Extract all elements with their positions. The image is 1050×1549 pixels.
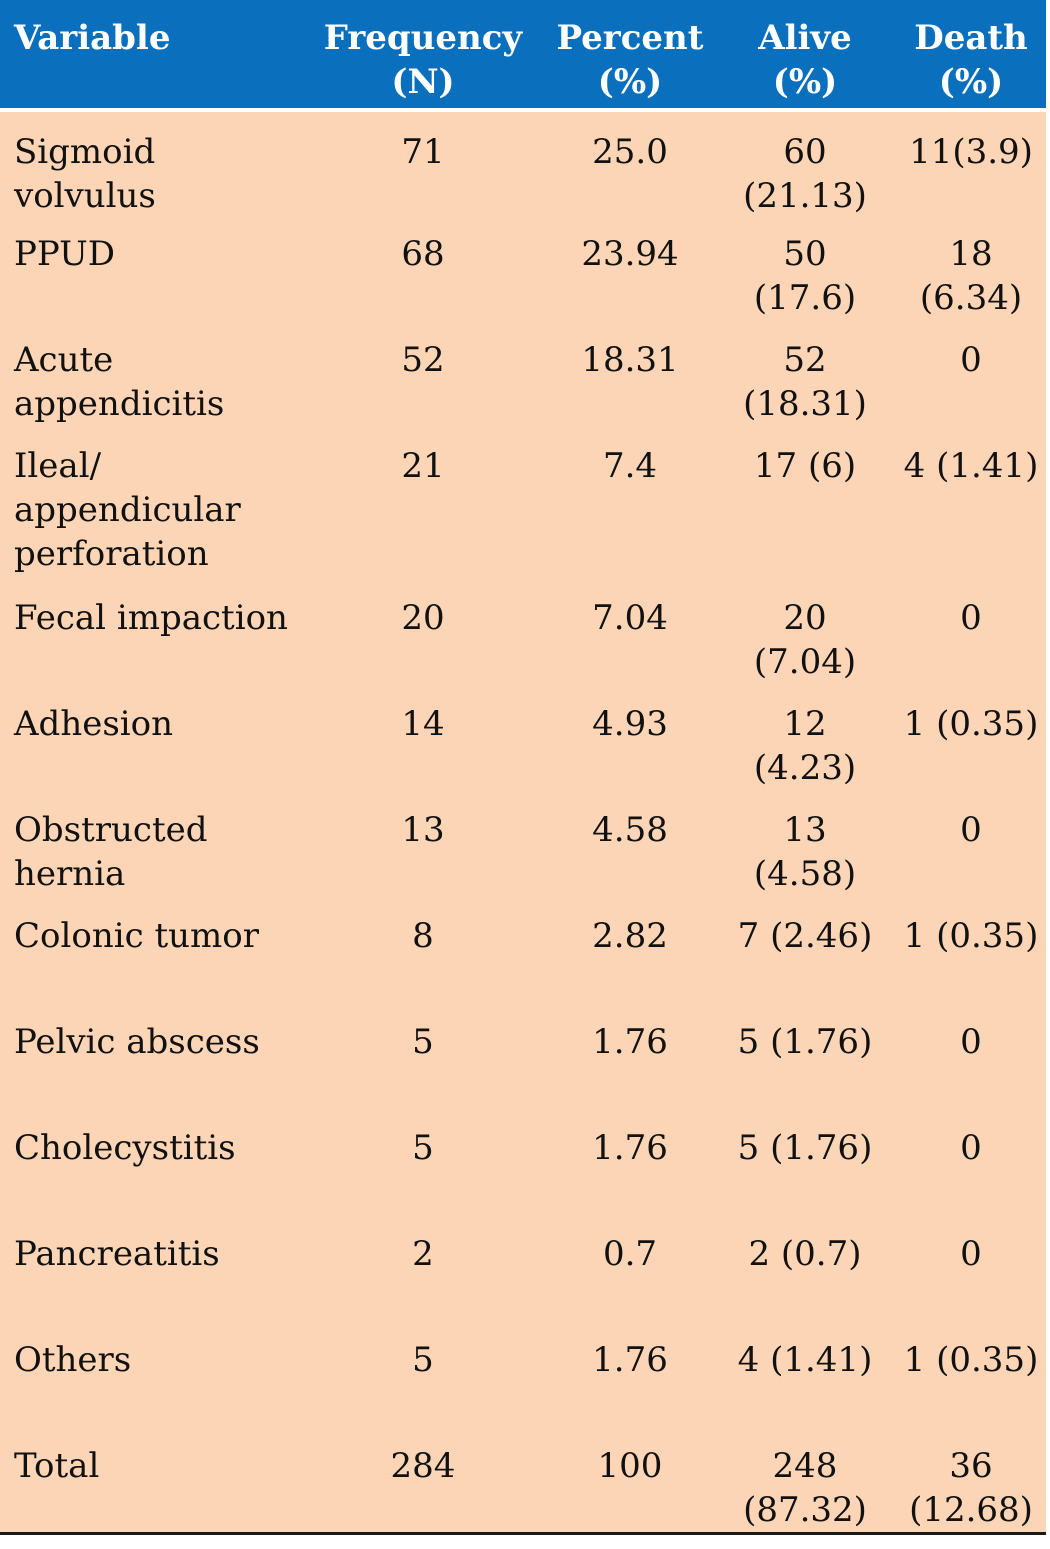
cell-variable	[0, 900, 300, 1006]
cell-alive	[714, 1112, 896, 1218]
cell-frequency-text: 284	[390, 1446, 456, 1486]
cell-variable	[0, 1112, 300, 1218]
cell-variable	[0, 110, 300, 218]
cell-frequency-text: 5	[412, 1340, 434, 1380]
cell-percent	[546, 1006, 714, 1112]
table-row	[0, 1218, 1046, 1324]
cell-percent-text: 18.31	[581, 340, 679, 380]
cell-alive	[714, 430, 896, 582]
cell-percent	[546, 1430, 714, 1536]
cell-frequency	[300, 1430, 546, 1536]
cell-alive-line: 50	[783, 234, 827, 274]
cell-alive-line: (21.13)	[743, 176, 867, 216]
cell-percent	[546, 1218, 714, 1324]
cell-variable	[0, 1324, 300, 1430]
cell-alive	[714, 110, 896, 218]
cell-frequency-text: 13	[401, 810, 445, 850]
cell-death-line: 0	[960, 340, 982, 380]
cell-frequency	[300, 688, 546, 794]
cell-death-line: 18	[949, 234, 993, 274]
cell-alive-line: (18.31)	[743, 384, 867, 424]
cell-alive-line: (4.58)	[753, 854, 857, 894]
cell-death	[896, 324, 1046, 430]
cell-variable-line: Pancreatitis	[14, 1234, 220, 1274]
table-row	[0, 430, 1046, 582]
cell-variable-line: Pelvic abscess	[14, 1022, 260, 1062]
cell-alive	[714, 324, 896, 430]
header-death: Death (%)	[896, 0, 1046, 110]
cell-death	[896, 1112, 1046, 1218]
cell-alive-line: (17.6)	[753, 278, 857, 318]
cell-death-line: 36	[949, 1446, 993, 1486]
cell-percent	[546, 430, 714, 582]
table-row	[0, 794, 1046, 900]
cell-frequency	[300, 900, 546, 1006]
cell-variable-line: perforation	[14, 534, 209, 574]
table-row	[0, 1430, 1046, 1536]
cell-alive-line: 248	[772, 1446, 838, 1486]
cell-alive-line: 20	[783, 598, 827, 638]
cell-percent-text: 23.94	[581, 234, 679, 274]
cell-percent	[546, 1324, 714, 1430]
header-alive: Alive (%)	[714, 0, 896, 110]
cell-alive-line: 4 (1.41)	[737, 1340, 873, 1380]
table-row	[0, 1112, 1046, 1218]
cell-alive	[714, 688, 896, 794]
cell-alive-line: 52	[783, 340, 827, 380]
cell-frequency-text: 5	[412, 1022, 434, 1062]
cell-variable-line: Ileal/	[14, 446, 102, 486]
cell-variable-line: volvulus	[14, 176, 156, 216]
cell-frequency	[300, 218, 546, 324]
cell-percent-text: 2.82	[592, 916, 668, 956]
cell-percent	[546, 218, 714, 324]
cell-death-line: 4 (1.41)	[903, 446, 1039, 486]
cell-frequency-text: 14	[401, 704, 445, 744]
cell-frequency-text: 52	[401, 340, 445, 380]
cell-death-line: 1 (0.35)	[903, 704, 1039, 744]
cell-death-line: 1 (0.35)	[903, 916, 1039, 956]
cell-percent	[546, 794, 714, 900]
cell-frequency-text: 71	[401, 132, 445, 172]
table-header-row	[0, 0, 1046, 110]
table-row	[0, 1006, 1046, 1112]
cell-alive	[714, 1006, 896, 1112]
table-row	[0, 218, 1046, 324]
cell-variable-line: Obstructed	[14, 810, 208, 850]
cell-frequency-text: 21	[401, 446, 445, 486]
cell-frequency-text: 2	[412, 1234, 434, 1274]
cell-percent-text: 0.7	[602, 1234, 658, 1274]
cell-variable	[0, 582, 300, 688]
cell-frequency	[300, 794, 546, 900]
table-body	[0, 110, 1046, 1536]
cell-percent	[546, 1112, 714, 1218]
cell-alive	[714, 900, 896, 1006]
cell-variable	[0, 1430, 300, 1536]
cell-alive	[714, 1430, 896, 1536]
cell-death-line: 0	[960, 1128, 982, 1168]
cell-alive-line: (7.04)	[753, 642, 857, 682]
cell-variable-line: Fecal impaction	[14, 598, 288, 638]
cell-variable	[0, 218, 300, 324]
cell-percent-text: 7.04	[592, 598, 668, 638]
cell-variable	[0, 324, 300, 430]
cell-frequency	[300, 430, 546, 582]
cell-variable-line: appendicitis	[14, 384, 225, 424]
cell-alive	[714, 1218, 896, 1324]
cell-death	[896, 1324, 1046, 1430]
cell-variable	[0, 688, 300, 794]
cell-alive-line: 17 (6)	[753, 446, 857, 486]
cell-alive-line: 60	[783, 132, 827, 172]
cell-variable-line: appendicular	[14, 490, 241, 530]
cell-death-line: 11(3.9)	[909, 132, 1033, 172]
cell-death	[896, 794, 1046, 900]
cell-percent	[546, 688, 714, 794]
cell-percent	[546, 582, 714, 688]
cell-alive-line: 5 (1.76)	[737, 1128, 873, 1168]
cell-percent-text: 1.76	[592, 1128, 668, 1168]
cell-variable-line: hernia	[14, 854, 126, 894]
cell-death-line: 0	[960, 598, 982, 638]
cell-death	[896, 110, 1046, 218]
cell-alive	[714, 794, 896, 900]
cell-variable-line: Total	[14, 1446, 100, 1486]
cell-alive-line: 5 (1.76)	[737, 1022, 873, 1062]
cell-percent-text: 7.4	[602, 446, 658, 486]
cell-death	[896, 900, 1046, 1006]
table-row	[0, 1324, 1046, 1430]
cell-variable-line: Sigmoid	[14, 132, 156, 172]
cell-alive	[714, 1324, 896, 1430]
cell-death	[896, 1006, 1046, 1112]
cell-alive-line: 12	[783, 704, 827, 744]
cell-alive-line: 13	[783, 810, 827, 850]
table-row	[0, 900, 1046, 1006]
cell-alive-line: 2 (0.7)	[748, 1234, 862, 1274]
cell-variable	[0, 1006, 300, 1112]
cell-death-line: (6.34)	[919, 278, 1023, 318]
cell-variable	[0, 430, 300, 582]
cell-death	[896, 1430, 1046, 1536]
cell-frequency	[300, 1112, 546, 1218]
cell-alive-line: 7 (2.46)	[737, 916, 873, 956]
cell-percent	[546, 900, 714, 1006]
cell-alive	[714, 218, 896, 324]
cell-frequency-text: 8	[412, 916, 434, 956]
cell-percent	[546, 324, 714, 430]
cell-death-line: 0	[960, 1022, 982, 1062]
cell-death	[896, 582, 1046, 688]
cell-death	[896, 430, 1046, 582]
cell-frequency	[300, 1218, 546, 1324]
cell-percent-text: 100	[597, 1446, 663, 1486]
cell-variable-line: Adhesion	[14, 704, 174, 744]
cell-percent-text: 4.58	[592, 810, 668, 850]
cell-death-line: 1 (0.35)	[903, 1340, 1039, 1380]
cell-percent-text: 1.76	[592, 1022, 668, 1062]
cell-alive-line: (4.23)	[753, 748, 857, 788]
cell-alive	[714, 582, 896, 688]
cell-variable-line: PPUD	[14, 234, 116, 274]
table-row	[0, 582, 1046, 688]
cell-frequency-text: 20	[401, 598, 445, 638]
cell-variable-line: Acute	[14, 340, 114, 380]
cell-death	[896, 688, 1046, 794]
cell-percent-text: 25.0	[592, 132, 668, 172]
cell-variable-line: Cholecystitis	[14, 1128, 236, 1168]
cell-variable	[0, 1218, 300, 1324]
cell-frequency-text: 5	[412, 1128, 434, 1168]
cell-frequency	[300, 110, 546, 218]
table-row	[0, 688, 1046, 794]
header-percent: Percent (%)	[546, 0, 714, 110]
header-frequency: Frequency (N)	[300, 0, 546, 110]
cell-alive-line: (87.32)	[743, 1490, 867, 1530]
table-row	[0, 110, 1046, 218]
cell-death	[896, 1218, 1046, 1324]
header-variable: Variable	[0, 0, 300, 110]
cell-percent	[546, 110, 714, 218]
cell-variable-line: Others	[14, 1340, 132, 1380]
cell-variable-line: Colonic tumor	[14, 916, 259, 956]
cell-frequency-text: 68	[401, 234, 445, 274]
cell-death-line: (12.68)	[909, 1490, 1033, 1530]
cell-percent-text: 1.76	[592, 1340, 668, 1380]
cell-death-line: 0	[960, 810, 982, 850]
cell-frequency	[300, 582, 546, 688]
cell-frequency	[300, 1324, 546, 1430]
table-row	[0, 324, 1046, 430]
cell-death	[896, 218, 1046, 324]
cell-variable	[0, 794, 300, 900]
cell-frequency	[300, 1006, 546, 1112]
cell-death-line: 0	[960, 1234, 982, 1274]
cell-percent-text: 4.93	[592, 704, 668, 744]
cell-frequency	[300, 324, 546, 430]
